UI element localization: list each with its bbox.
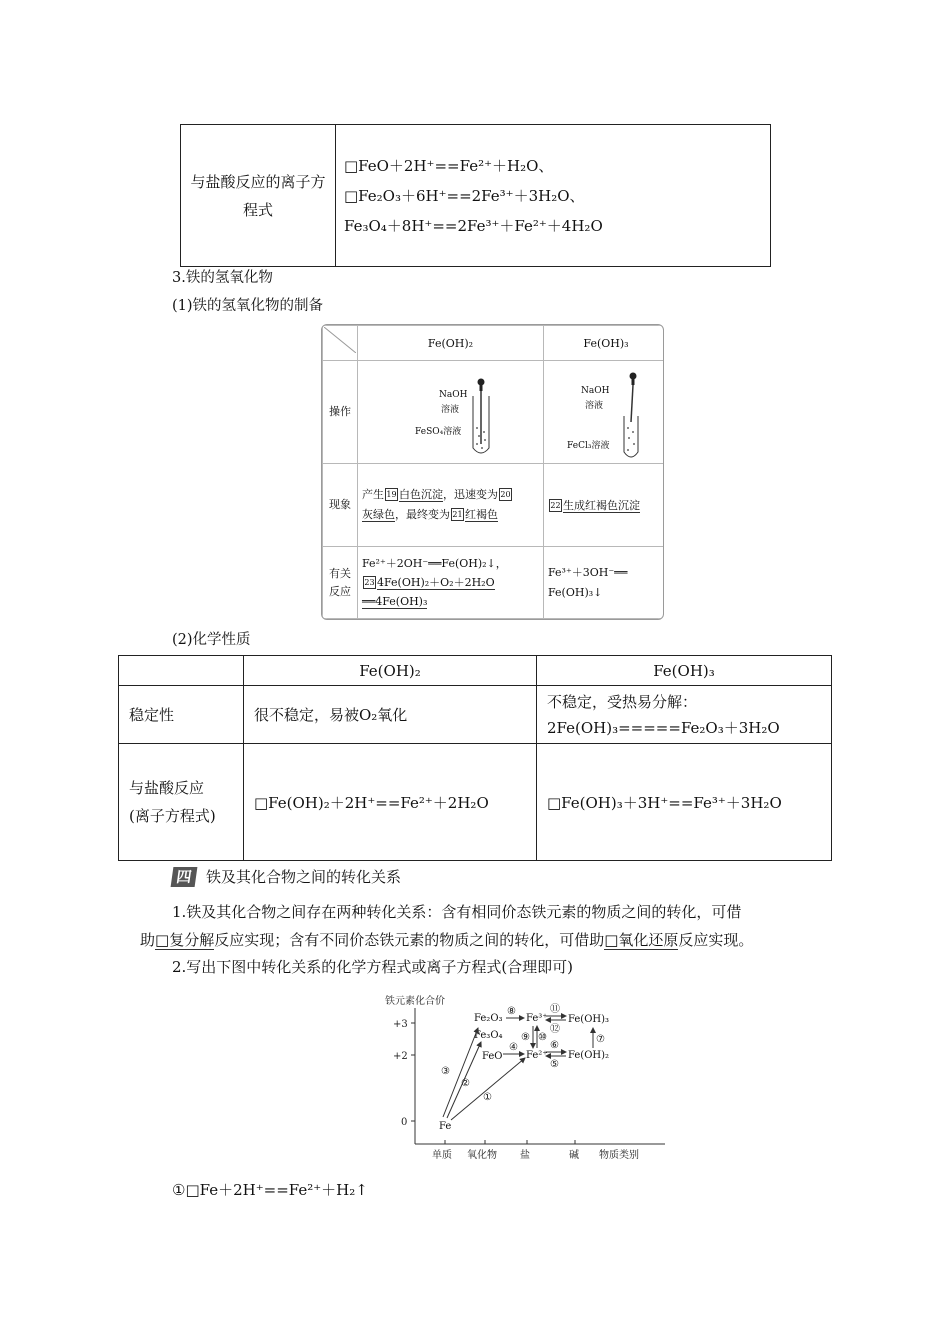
- section4-p1-line1: 1.铁及其化合物之间存在两种转化关系：含有相同价态铁元素的物质之间的转化，可借: [172, 903, 742, 921]
- section4-p1-line2: [140, 926, 840, 954]
- operation-feoh3: [544, 361, 665, 464]
- p1-text-b: 助: [140, 931, 156, 949]
- oxide-hcl-table: [180, 124, 771, 267]
- phenomenon-feoh3: [544, 464, 665, 547]
- node-feoh2: Fe(OH)₂: [568, 1050, 610, 1061]
- blank-21: 21: [452, 510, 463, 519]
- x-tick-salt: 盐: [520, 1150, 530, 1161]
- operation-feoh2: [358, 361, 544, 464]
- decomposition-equation: 2Fe(OH)₃=====Fe₂O₃＋3H₂O: [547, 718, 780, 737]
- x-axis-title: 物质类别: [599, 1150, 639, 1161]
- prop-col-feoh3: Fe(OH)₃: [537, 656, 832, 686]
- label-8: ⑧: [507, 1006, 516, 1017]
- section4-p2: 2.写出下图中转化关系的化学方程式或离子方程式(合理即可): [172, 958, 574, 976]
- y-tick-3: +3: [393, 1019, 408, 1030]
- label-5: ⑤: [550, 1059, 559, 1070]
- fecl3-label: FeCl₃溶液: [567, 441, 610, 451]
- phen-text-e: ，最终变为: [395, 508, 450, 521]
- hcl-label-line1: 与盐酸反应: [129, 779, 205, 797]
- answer-1: ①□Fe＋2H⁺==Fe²⁺＋H₂↑: [172, 1181, 368, 1199]
- phen-text-a: 产生: [362, 488, 384, 501]
- node-fe: Fe: [439, 1121, 452, 1132]
- reaction-feoh2: [358, 547, 544, 619]
- label-6: ⑥: [550, 1040, 559, 1051]
- iron-conversion-diagram: [385, 990, 665, 1162]
- row-phenomenon-label: 现象: [323, 464, 358, 547]
- stability-label: 稳定性: [119, 686, 244, 744]
- section4-badge: 四: [171, 867, 198, 887]
- prop-corner: [119, 656, 244, 686]
- node-feo: FeO: [482, 1051, 503, 1062]
- label-9: ⑨: [521, 1032, 530, 1043]
- node-feoh3: Fe(OH)₃: [568, 1014, 610, 1025]
- row-operation-label: 操作: [323, 361, 358, 464]
- node-fe2o3: Fe₂O₃: [474, 1013, 503, 1024]
- oxide-hcl-label: 与盐酸反应的离子方程式: [181, 125, 336, 267]
- answer-double-decomposition: □复分解: [155, 931, 215, 949]
- hcl-label-line2: (离子方程式): [129, 807, 216, 825]
- hcl-label: [119, 744, 244, 861]
- label-10: ⑩: [538, 1032, 547, 1043]
- section4-title: 铁及其化合物之间的转化关系: [206, 868, 402, 886]
- hcl-feoh3: □Fe(OH)₃＋3H⁺==Fe³⁺＋3H₂O: [537, 744, 832, 861]
- properties-table: [118, 655, 832, 861]
- test-tube-dropper-icon-2: [617, 372, 651, 464]
- oxide-hcl-equations: [336, 125, 771, 267]
- label-7: ⑦: [596, 1034, 605, 1045]
- y-tick-0: 0: [401, 1117, 408, 1128]
- equation-fe2o3: □Fe₂O₃＋6H⁺==2Fe³⁺＋3H₂O、: [344, 186, 585, 205]
- feso4-label: FeSO₄溶液: [415, 427, 462, 437]
- section4-heading: [172, 866, 401, 887]
- stability-feoh3: [537, 686, 832, 744]
- prop-col-feoh2: Fe(OH)₂: [244, 656, 537, 686]
- answer-white-precipitate: 白色沉淀: [399, 488, 443, 501]
- y-axis-title: 铁元素化合价: [385, 996, 445, 1007]
- reaction-feoh3-line1: Fe³⁺＋3OH⁻══: [548, 565, 628, 579]
- hcl-feoh2: □Fe(OH)₂＋2H⁺==Fe²⁺＋2H₂O: [244, 744, 537, 861]
- section3-sub2: (2)化学性质: [172, 632, 251, 648]
- section3-title: 3.铁的氢氧化物: [172, 270, 273, 286]
- label-12: ⑫: [550, 1024, 560, 1035]
- row-reaction-label: 有关反应: [323, 547, 358, 619]
- naoh-label-2: NaOH: [581, 386, 610, 396]
- answer-red-brown: 红褐色: [465, 508, 498, 521]
- corner-cell: [323, 326, 358, 361]
- stability-feoh3-line1: 不稳定，受热易分解：: [547, 692, 698, 711]
- node-fe2: Fe²⁺: [526, 1050, 548, 1061]
- solution-label-2: 溶液: [585, 401, 604, 411]
- label-2: ②: [461, 1078, 470, 1089]
- diagonal-line-icon: [324, 327, 356, 353]
- answer-oxidation-product: ══4Fe(OH)₃: [362, 595, 428, 608]
- y-tick-2: +2: [393, 1051, 408, 1062]
- label-11: ⑪: [550, 1004, 560, 1015]
- x-tick-oxide: 氧化物: [467, 1150, 497, 1161]
- section3-sub1: (1)铁的氢氧化物的制备: [172, 298, 324, 314]
- p1-text-d: 反应实现；含有不同价态铁元素的物质之间的转化，可借助: [214, 931, 605, 949]
- answer-gray-green: 灰绿色: [362, 508, 395, 521]
- node-fe3o4: Fe₃O₄: [474, 1030, 503, 1041]
- prep-col-feoh3: Fe(OH)₃: [544, 326, 665, 361]
- label-1: ①: [483, 1092, 492, 1103]
- solution-label-1: 溶液: [441, 405, 460, 415]
- test-tube-dropper-icon: [469, 378, 499, 462]
- label-4: ④: [509, 1042, 518, 1053]
- p1-text-f: 反应实现。: [678, 931, 754, 949]
- phenomenon-feoh2: [358, 464, 544, 547]
- answer-oxidation-eq: 4Fe(OH)₂＋O₂＋2H₂O: [377, 576, 495, 589]
- x-tick-base: 碱: [569, 1150, 579, 1161]
- equation-fe3o4: Fe₃O₄＋8H⁺==2Fe³⁺＋Fe²⁺＋4H₂O: [344, 216, 603, 235]
- reaction-feoh3-line2: Fe(OH)₃↓: [548, 585, 603, 599]
- prep-col-feoh2: Fe(OH)₂: [358, 326, 544, 361]
- phen-text-c: ，迅速变为: [443, 488, 498, 501]
- node-fe3: Fe³⁺: [526, 1013, 548, 1024]
- blank-22: 22: [550, 501, 561, 510]
- answer-red-brown-precipitate: 生成红褐色沉淀: [563, 499, 640, 512]
- blank-19: 19: [386, 490, 397, 499]
- naoh-label-1: NaOH: [439, 390, 468, 400]
- blank-20: 20: [500, 490, 511, 499]
- stability-feoh2: 很不稳定，易被O₂氧化: [244, 686, 537, 744]
- preparation-table: [321, 324, 664, 620]
- x-tick-element: 单质: [432, 1150, 452, 1161]
- reaction-feoh3: [544, 547, 665, 619]
- reaction-feoh2-line1: Fe²⁺＋2OH⁻══Fe(OH)₂↓，: [362, 557, 507, 570]
- blank-23: 23: [364, 578, 375, 587]
- label-3: ③: [441, 1066, 450, 1077]
- answer-redox: □氧化还原: [604, 931, 679, 949]
- equation-feo: □FeO＋2H⁺==Fe²⁺＋H₂O、: [344, 156, 554, 175]
